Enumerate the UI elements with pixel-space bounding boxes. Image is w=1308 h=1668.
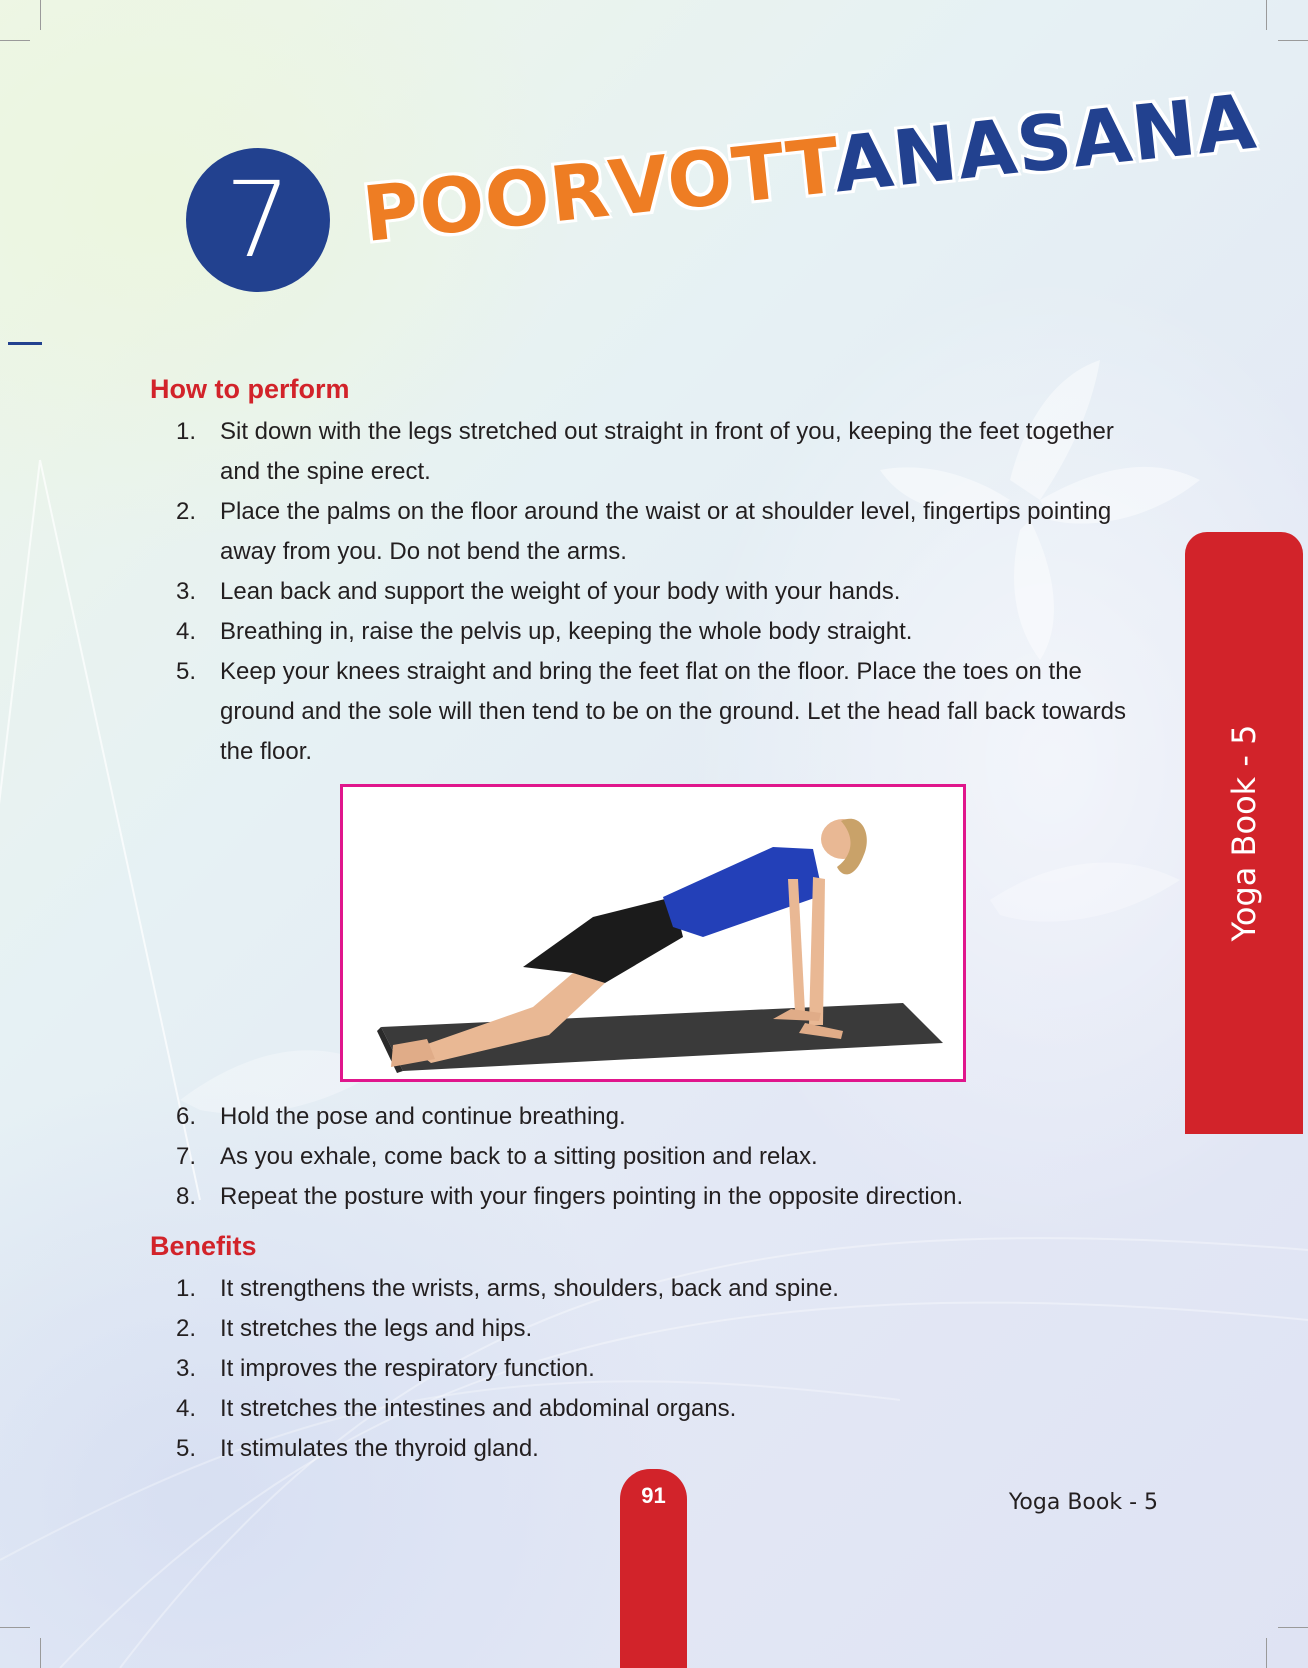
list-item — [150, 652, 1160, 772]
list-item — [150, 1269, 1160, 1309]
list-item-number: 2. — [175, 1315, 196, 1342]
list-item — [150, 1309, 1160, 1349]
list-item-number: 4. — [175, 1395, 196, 1422]
list-item-number: 7. — [175, 1143, 196, 1170]
list-item-text: It stretches the intestines and abdominal organs. — [220, 1395, 737, 1422]
benefits-list — [150, 1269, 1160, 1469]
list-item-text: Lean back and support the weight of your body with your hands. — [220, 578, 901, 605]
chapter-number-badge — [186, 148, 330, 292]
list-item-number: 1. — [175, 1275, 196, 1302]
side-tab-label: Yoga Book - 5 — [1225, 724, 1263, 942]
how-to-perform-heading: How to perform — [150, 374, 350, 404]
crop-mark — [1266, 1638, 1267, 1668]
list-item-text: It stimulates the thyroid gland. — [220, 1435, 539, 1462]
page-number: 91 — [641, 1483, 666, 1508]
list-item-text: Sit down with the legs stretched out straight in front of you, keeping the feet together and the spine erect. — [220, 418, 1114, 485]
list-item-text: As you exhale, come back to a sitting position and relax. — [220, 1143, 818, 1170]
list-item-number: 3. — [175, 578, 196, 605]
list-item-number: 3. — [175, 1355, 196, 1382]
page-title-part-blue: ANASANA — [829, 76, 1261, 210]
steps-list-second — [150, 1097, 1160, 1217]
list-item-text: Breathing in, raise the pelvis up, keeping the whole body straight. — [220, 618, 913, 645]
list-item-number: 6. — [175, 1103, 196, 1130]
list-item-number: 4. — [175, 618, 196, 645]
list-item — [150, 1349, 1160, 1389]
list-item-text: Hold the pose and continue breathing. — [220, 1103, 626, 1130]
list-item — [150, 572, 1160, 612]
margin-marker — [8, 342, 42, 345]
list-item-text: Repeat the posture with your fingers pointing in the opposite direction. — [220, 1183, 964, 1210]
list-item-text: It stretches the legs and hips. — [220, 1315, 533, 1342]
crop-mark — [0, 40, 30, 41]
list-item-text: Keep your knees straight and bring the feet flat on the floor. Place the toes on the ground and the sole will then tend to be on the ground. Let the head fall back towards the floor. — [220, 658, 1126, 765]
footer-book-title: Yoga Book - 5 — [1008, 1490, 1158, 1515]
benefits-heading: Benefits — [150, 1231, 257, 1261]
page-number-tab — [620, 1469, 687, 1668]
steps-list-first — [150, 412, 1160, 772]
list-item-number: 5. — [175, 658, 196, 685]
list-item — [150, 1097, 1160, 1137]
pose-image-frame — [340, 784, 966, 1082]
list-item — [150, 1177, 1160, 1217]
crop-mark — [1278, 40, 1308, 41]
crop-mark — [1278, 1627, 1308, 1628]
crop-mark — [40, 0, 41, 30]
list-item — [150, 412, 1160, 492]
list-item-number: 2. — [175, 498, 196, 525]
side-tab — [1185, 532, 1303, 1134]
page-title-part-orange: POORVOTT — [358, 121, 839, 259]
list-item-text: It strengthens the wrists, arms, shoulders, back and spine. — [220, 1275, 839, 1302]
list-item-text: It improves the respiratory function. — [220, 1355, 595, 1382]
crop-mark — [0, 1627, 30, 1628]
list-item-number: 8. — [175, 1183, 196, 1210]
list-item-text: Place the palms on the floor around the waist or at shoulder level, fingertips pointing away from you. Do not bend the arms. — [220, 498, 1112, 565]
list-item — [150, 492, 1160, 572]
list-item-number: 1. — [175, 418, 196, 445]
list-item — [150, 1389, 1160, 1429]
crop-mark — [1266, 0, 1267, 30]
list-item — [150, 1429, 1160, 1469]
list-item — [150, 1137, 1160, 1177]
crop-mark — [40, 1638, 41, 1668]
chapter-number: 7 — [224, 159, 292, 281]
yoga-pose-illustration — [343, 787, 963, 1079]
list-item — [150, 612, 1160, 652]
list-item-number: 5. — [175, 1435, 196, 1462]
